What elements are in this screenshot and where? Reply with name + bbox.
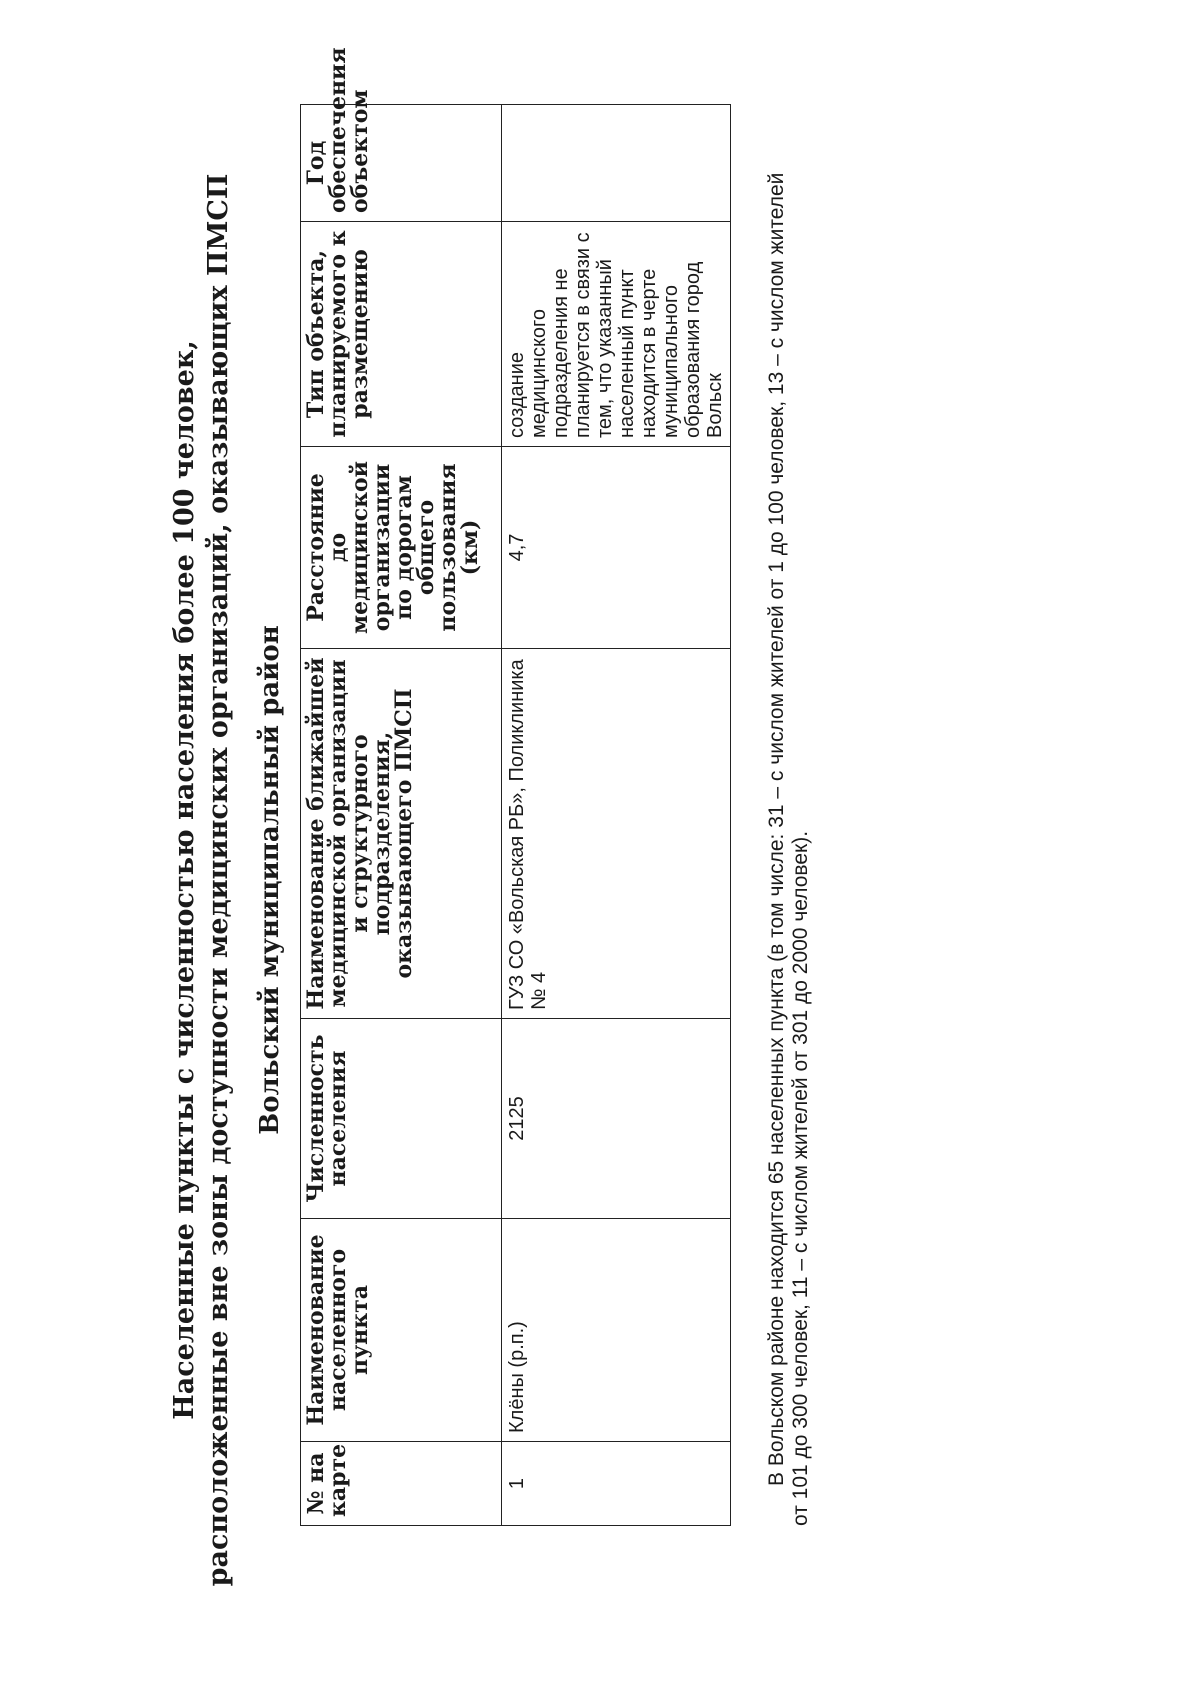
header-object-type: Тип объекта, планируемого к размещению bbox=[301, 222, 502, 447]
cell-map-number: 1 bbox=[502, 1442, 731, 1526]
district-subtitle: Вольский муниципальный район bbox=[255, 625, 285, 1135]
cell-nearest-organization: ГУЗ СО «Вольская РБ», Поликлиника № 4 bbox=[502, 649, 731, 1019]
table-header-row bbox=[301, 105, 502, 1526]
district-summary-note: В Вольском районе находится 65 населенных пункта (в том числе: 31 – с числом жителей от 1 до 100 человек, 13 – с числом жителей от 101 до 300 человек, 11 – с числом жителей от 301 до 2000 человек). bbox=[765, 172, 812, 1526]
rotated-page bbox=[0, 47, 1200, 1680]
header-distance: Расстояние до медицинской организации по дорогам общего пользования (км) bbox=[301, 447, 502, 649]
cell-population: 2125 bbox=[502, 1019, 731, 1219]
cell-distance: 4,7 bbox=[502, 447, 731, 649]
header-map-number: № на карте bbox=[301, 1442, 502, 1526]
settlements-table bbox=[300, 47, 731, 1526]
document-title-line-1: Населенные пункты с численностью населения более 100 человек, bbox=[169, 340, 200, 1420]
header-settlement-name: Наименование населенного пункта bbox=[301, 1219, 502, 1442]
cell-object-type: создание медицинского подразделения не планируется в связи с тем, что указанный населенный пункт находится в черте муниципального образования город Вольск bbox=[502, 222, 731, 447]
header-population: Численность населения bbox=[301, 1019, 502, 1219]
document-title-line-2: расположенные вне зоны доступности медицинских организаций, оказывающих ПМСП bbox=[203, 173, 234, 1587]
header-nearest-organization: Наименование ближайшей медицинской организации и структурного подразделения, оказывающего ПМСП bbox=[301, 649, 502, 1019]
header-year: Год обеспечения объектом bbox=[301, 105, 502, 222]
table-row bbox=[502, 105, 731, 1526]
cell-year bbox=[502, 105, 731, 222]
cell-settlement-name: Клёны (р.п.) bbox=[502, 1219, 731, 1442]
